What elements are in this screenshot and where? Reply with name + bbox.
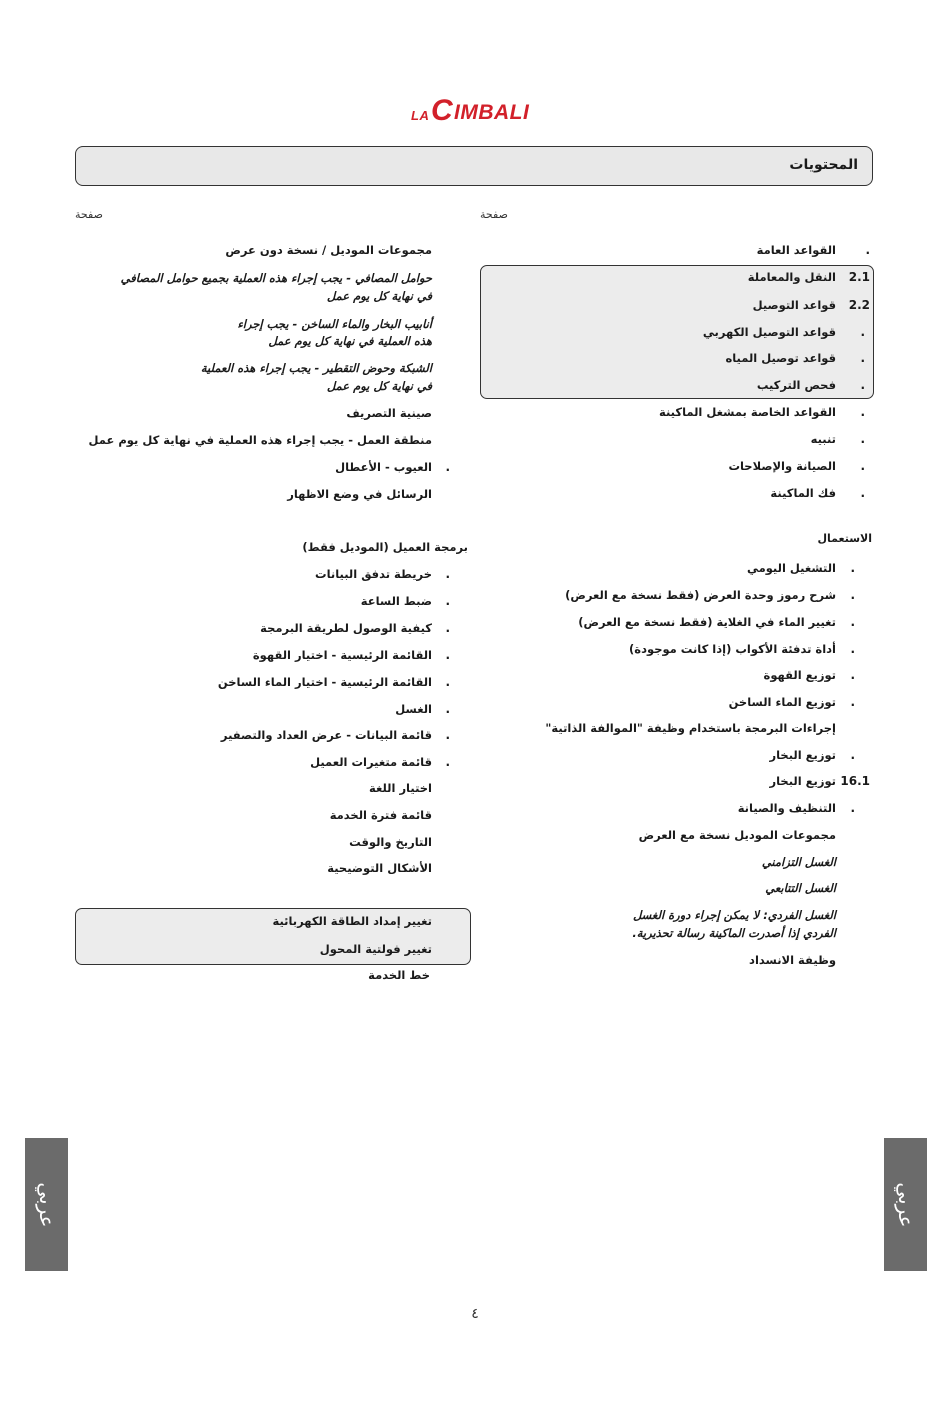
toc-item-continued: في نهاية كل يوم عمل [326, 289, 432, 303]
toc-item[interactable]: توزيع الماء الساخن [728, 695, 836, 709]
toc-bullet: . [445, 702, 450, 716]
toc-bullet: . [860, 432, 865, 446]
toc-bullet: . [860, 405, 865, 419]
toc-bullet: . [850, 615, 855, 629]
toc-item[interactable]: القائمة الرئيسية - اختيار الماء الساخن [217, 675, 432, 689]
page-column-header-right: صفحة [480, 208, 508, 221]
toc-item[interactable]: أداة تدفئة الأكواب (إذا كانت موجودة) [629, 642, 836, 656]
toc-item[interactable]: النقل والمعاملة [747, 270, 836, 284]
toc-item-continued: هذه العملية في نهاية كل يوم عمل [268, 334, 432, 348]
toc-item[interactable]: التشغيل اليومي [746, 561, 836, 575]
toc-item[interactable]: مجموعات الموديل نسخة مع العرض [638, 828, 836, 842]
toc-bullet: . [850, 561, 855, 575]
toc-item[interactable]: فك الماكينة [770, 486, 836, 500]
toc-bullet: . [850, 695, 855, 709]
toc-bullet: . [860, 325, 865, 339]
toc-item-continued: في نهاية كل يوم عمل [326, 379, 432, 393]
language-tab-label: عربي [34, 1181, 59, 1228]
toc-item[interactable]: تغيير الماء في الغلاية (فقط نسخة مع العرض) [578, 615, 836, 629]
toc-bullet: . [850, 668, 855, 682]
page-column-header-left: صفحة [75, 208, 103, 221]
toc-item[interactable]: الغسل التتابعي [765, 881, 836, 895]
toc-item[interactable]: فحص التركيب [756, 378, 836, 392]
toc-number: 2.1 [848, 270, 870, 284]
toc-bullet: . [445, 648, 450, 662]
toc-item[interactable]: توزيع البخار [769, 748, 836, 762]
section-heading-use: الاستعمال [817, 532, 872, 545]
toc-item[interactable]: أنابيب البخار والماء الساخن - يجب إجراء [237, 317, 432, 331]
toc-bullet: . [850, 642, 855, 656]
toc-item[interactable]: حوامل المصافي - يجب إجراء هذه العملية بجميع حوامل المصافي [120, 271, 432, 285]
toc-item[interactable]: الغسل الفردي: لا يمكن إجراء دورة الغسل [632, 908, 836, 922]
toc-item[interactable]: الأشكال التوضيحية [327, 861, 432, 875]
toc-item[interactable]: ضبط الساعة [360, 594, 432, 608]
contents-title-bar [75, 146, 873, 186]
toc-item[interactable]: القائمة الرئيسية - اختيار القهوة [252, 648, 432, 662]
toc-bullet: . [445, 675, 450, 689]
language-tab-left [25, 1138, 68, 1271]
toc-item[interactable]: الغسل التزامني [761, 855, 836, 869]
toc-item[interactable]: القواعد الخاصة بمشغل الماكينة [659, 405, 836, 419]
page-number: ٤ [471, 1306, 479, 1322]
toc-item[interactable]: الشبكة وحوض التقطير - يجب إجراء هذه العملية [200, 361, 432, 375]
toc-item[interactable]: إجراءات البرمجة باستخدام وظيفة "الموالفة الذاتية" [545, 721, 836, 735]
toc-bullet: . [860, 351, 865, 365]
toc-item[interactable]: التاريخ والوقت [349, 835, 432, 849]
toc-item[interactable]: قائمة متغيرات العميل [310, 755, 432, 769]
toc-item[interactable]: خريطة تدفق البيانات [315, 567, 432, 581]
toc-bullet: . [445, 621, 450, 635]
toc-bullet: . [860, 459, 865, 473]
section-heading-programming: برمجة العميل (الموديل فقط) [302, 540, 468, 554]
toc-bullet: . [445, 594, 450, 608]
toc-bullet: . [850, 588, 855, 602]
toc-item[interactable]: قواعد التوصيل [752, 298, 836, 312]
lacimbali-logo: LA C IMBALI [411, 94, 530, 127]
toc-bullet: . [445, 755, 450, 769]
toc-item[interactable]: تغيير إمداد الطاقة الكهربائية [272, 914, 432, 928]
toc-bullet: . [850, 801, 855, 815]
language-tab-label: عربي [893, 1181, 918, 1228]
toc-item[interactable]: صينية التصريف [346, 406, 432, 420]
toc-bullet: . [865, 243, 870, 257]
page-title: المحتويات [789, 157, 858, 173]
toc-bullet: . [445, 460, 450, 474]
toc-item[interactable]: العيوب - الأعطال [335, 460, 432, 474]
toc-bullet: . [860, 378, 865, 392]
toc-item[interactable]: تنبيه [810, 432, 836, 446]
toc-item[interactable]: قائمة فترة الخدمة [329, 808, 432, 822]
toc-item[interactable]: اختيار اللغة [369, 781, 432, 795]
toc-bullet: . [445, 728, 450, 742]
toc-bullet: . [445, 567, 450, 581]
toc-item[interactable]: تغيير فولتية المحول [319, 942, 432, 956]
toc-item[interactable]: التنظيف والصيانة [737, 801, 836, 815]
toc-item[interactable]: منطقة العمل - يجب إجراء هذه العملية في نهاية كل يوم عمل [88, 433, 432, 447]
toc-item[interactable]: قائمة البيانات - عرض العداد والتصفير [220, 728, 432, 742]
toc-number: 2.2 [848, 298, 870, 312]
toc-item[interactable]: شرح رموز وحدة العرض (فقط نسخة مع العرض) [565, 588, 836, 602]
toc-bullet: . [850, 748, 855, 762]
toc-item[interactable]: قواعد التوصيل الكهربي [702, 325, 836, 339]
toc-item[interactable]: خط الخدمة [368, 968, 430, 982]
toc-item[interactable]: توزيع القهوة [763, 668, 836, 682]
toc-bullet: . [860, 486, 865, 500]
toc-item[interactable]: وظيفة الانسداد [749, 953, 836, 967]
toc-item-continued: الفردي إذا أصدرت الماكينة رسالة تحذيرية. [632, 926, 836, 940]
toc-item[interactable]: توزيع البخار [769, 774, 836, 788]
toc-item[interactable]: القواعد العامة [756, 243, 836, 257]
toc-item[interactable]: الغسل [395, 702, 432, 716]
toc-item[interactable]: الصيانة والإصلاحات [728, 459, 836, 473]
toc-item[interactable]: الرسائل في وضع الاظهار [287, 487, 432, 501]
toc-item[interactable]: كيفية الوصول لطريقة البرمجة [260, 621, 432, 635]
toc-item[interactable]: قواعد توصيل المياه [725, 351, 836, 365]
toc-number: 16.1 [840, 774, 870, 788]
language-tab-right [884, 1138, 927, 1271]
toc-item[interactable]: مجموعات الموديل / نسخة دون عرض [225, 243, 432, 257]
